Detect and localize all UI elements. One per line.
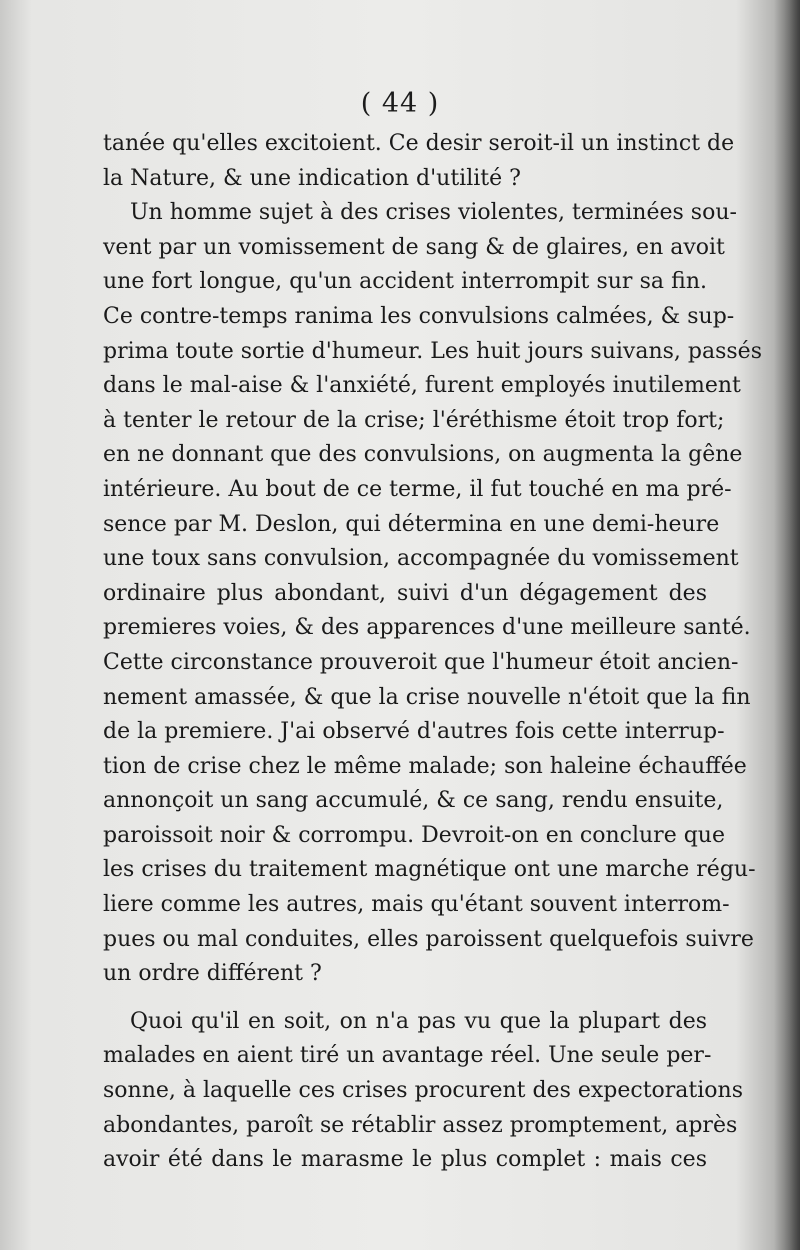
text-line: intérieure. Au bout de ce terme, il fut touché en ma pré- xyxy=(103,476,732,502)
text-line: pues ou mal conduites, elles paroissent quelquefois suivre xyxy=(103,926,754,952)
text-line: annonçoit un sang accumulé, & ce sang, rendu ensuite, xyxy=(103,788,724,814)
text-line: une fort longue, qu'un accident interrompit sur sa fin. xyxy=(103,269,707,295)
text-line: une toux sans convulsion, accompagnée du vomissement xyxy=(103,546,739,572)
text-line: ordinaire plus abondant, suivi d'un dégagement des xyxy=(103,580,707,606)
text-line: prima toute sortie d'humeur. Les huit jours suivans, passés xyxy=(103,338,762,364)
text-line: Un homme sujet à des crises violentes, terminées sou- xyxy=(130,200,737,226)
page-spine-shadow xyxy=(774,0,800,1250)
paragraph-spacing xyxy=(103,992,707,1005)
text-line: dans le mal-aise & l'anxiété, furent employés inutilement xyxy=(103,373,741,399)
text-line: en ne donnant que des convulsions, on augmenta la gêne xyxy=(103,442,743,468)
text-line: de la premiere. J'ai observé d'autres fois cette interrup- xyxy=(103,719,725,745)
text-line: tanée qu'elles excitoient. Ce desir seroit-il un instinct de xyxy=(103,131,735,156)
paragraph-2 xyxy=(103,196,762,992)
page-number: ( 44 ) xyxy=(360,88,440,119)
text-line: un ordre différent ? xyxy=(103,961,322,987)
text-line: malades en aient tiré un avantage réel. Une seule per- xyxy=(103,1043,712,1069)
text-line: tion de crise chez le même malade; son haleine échauffée xyxy=(103,753,747,779)
text-line: vent par un vomissement de sang & de glaires, en avoit xyxy=(103,234,725,260)
text-line: abondantes, paroît se rétablir assez promptement, après xyxy=(103,1112,738,1138)
paragraph-1 xyxy=(103,127,735,196)
text-line: les crises du traitement magnétique ont une marche régu- xyxy=(103,857,756,883)
text-line: premieres voies, & des apparences d'une meilleure santé. xyxy=(103,615,751,641)
text-line: Quoi qu'il en soit, on n'a pas vu que la plupart des xyxy=(130,1008,707,1034)
text-line: la Nature, & une indication d'utilité ? xyxy=(103,165,521,191)
text-line: à tenter le retour de la crise; l'éréthisme étoit trop fort; xyxy=(103,407,725,433)
text-line: liere comme les autres, mais qu'étant souvent interrom- xyxy=(103,892,730,918)
body-text xyxy=(103,127,762,1178)
text-line: nement amassée, & que la crise nouvelle n'étoit que la fin xyxy=(103,684,751,710)
text-line: sence par M. Deslon, qui détermina en une demi-heure xyxy=(103,511,720,537)
text-line: sonne, à laquelle ces crises procurent des expectorations xyxy=(103,1078,743,1104)
text-line: paroissoit noir & corrompu. Devroit-on en conclure que xyxy=(103,822,725,848)
text-line: Cette circonstance prouveroit que l'humeur étoit ancien- xyxy=(103,649,739,675)
text-line: avoir été dans le marasme le plus complet : mais ces xyxy=(103,1147,707,1173)
text-line: Ce contre-temps ranima les convulsions calmées, & sup- xyxy=(103,303,735,329)
paragraph-3 xyxy=(103,1005,743,1178)
